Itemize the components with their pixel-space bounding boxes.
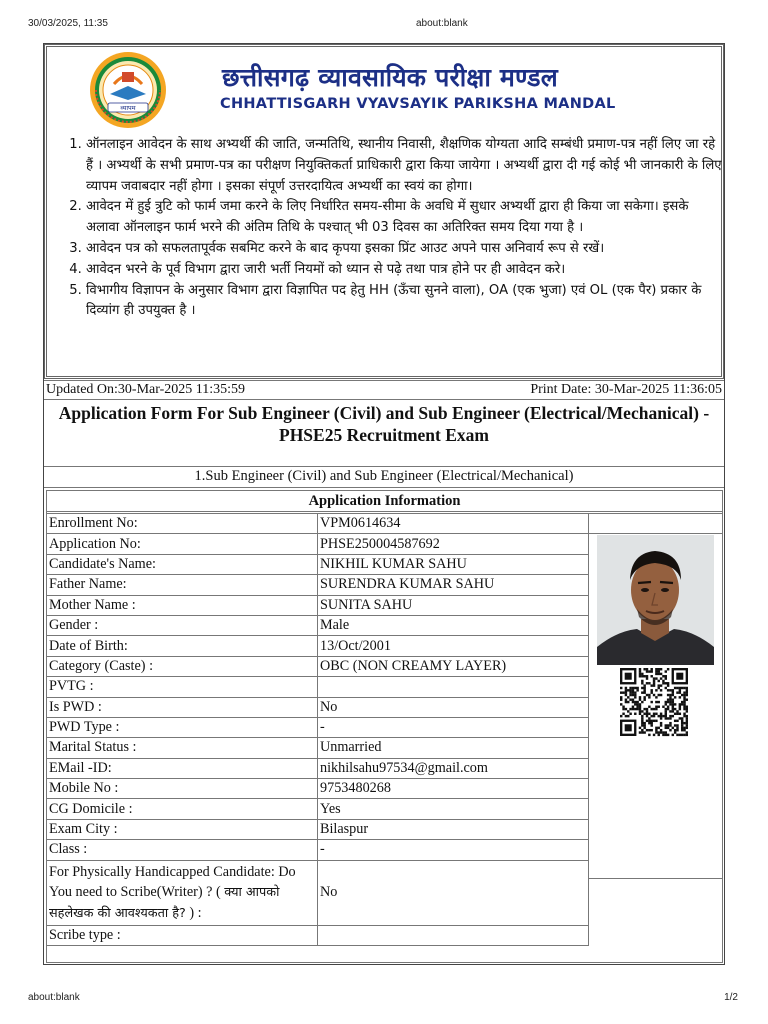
field-value: Unmarried bbox=[318, 738, 589, 758]
field-value: Bilaspur bbox=[318, 819, 589, 839]
field-value: OBC (NON CREAMY LAYER) bbox=[318, 656, 589, 676]
field-value: Male bbox=[318, 615, 589, 635]
table-row bbox=[47, 636, 589, 656]
table-row bbox=[47, 554, 589, 574]
page-number: 1/2 bbox=[724, 992, 738, 1003]
org-title-english: CHHATTISGARH VYAVSAYIK PARIKSHA MANDAL bbox=[220, 96, 616, 112]
instructions-list bbox=[54, 135, 722, 322]
org-title-hindi: छत्तीसगढ़ व्यावसायिक परीक्षा मण्डल bbox=[222, 63, 558, 92]
print-header bbox=[28, 18, 740, 34]
field-label: Mobile No : bbox=[47, 779, 318, 799]
field-value bbox=[318, 677, 589, 697]
divider bbox=[44, 487, 724, 488]
field-label: Date of Birth: bbox=[47, 636, 318, 656]
scribe-label-en: For Physically Handicapped Candidate: Do You need to Scribe(Writer) ? ( bbox=[49, 863, 296, 900]
field-label: Class : bbox=[47, 840, 318, 860]
table-row bbox=[47, 925, 589, 945]
field-value: PHSE250004587692 bbox=[318, 534, 589, 554]
table-row bbox=[47, 615, 589, 635]
photo-column-header bbox=[588, 513, 723, 534]
post-name: 1.Sub Engineer (Civil) and Sub Engineer (Electrical/Mechanical) bbox=[194, 468, 574, 484]
table-row bbox=[47, 717, 589, 737]
candidate-photo bbox=[597, 535, 714, 665]
application-info-table bbox=[46, 513, 589, 946]
table-row bbox=[47, 819, 589, 839]
field-value: No bbox=[318, 697, 589, 717]
field-label: CG Domicile : bbox=[47, 799, 318, 819]
field-value: nikhilsahu97534@gmail.com bbox=[318, 758, 589, 778]
scribe-label-end: ) : bbox=[189, 904, 202, 921]
table-row bbox=[47, 758, 589, 778]
qr-code bbox=[620, 668, 688, 738]
print-date: Print Date: 30-Mar-2025 11:36:05 bbox=[530, 382, 722, 397]
field-value: - bbox=[318, 717, 589, 737]
field-value: 9753480268 bbox=[318, 779, 589, 799]
field-value: SURENDRA KUMAR SAHU bbox=[318, 575, 589, 595]
instruction-item: 4. आवेदन भरने के पूर्व विभाग द्वारा जारी भर्ती नियमों को ध्यान से पढ़े तथा पात्र होने पर ही आवेदन करे। bbox=[86, 260, 722, 281]
instruction-item: 1. ऑनलाइन आवेदन के साथ अभ्यर्थी की जाति, जन्मतिथि, स्थानीय निवासी, शैक्षणिक योग्यता आदि सम्बंधी प्रमाण-पत्र नहीं लिए जा रहे हैं । अभ्यर्थी के सभी प्रमाण-पत्र का परीक्षण नियुक्तिकर्ता प्राधिकारी द्वारा किया जायेगा । अभ्यर्थी द्वारा दी गई कोई भी जानकारी के लिए व्यापम जवाबदार नहीं होगा । इसका संपूर्ण उत्तरदायित्व अभ्यर्थी का स्वयं का होगा। bbox=[86, 135, 722, 197]
print-url: about:blank bbox=[416, 18, 468, 29]
field-value: Yes bbox=[318, 799, 589, 819]
field-label: Category (Caste) : bbox=[47, 656, 318, 676]
scribe-label-hindi: क्या आपको सहलेखक की आवश्यकता है? bbox=[49, 884, 280, 921]
field-value: NIKHIL KUMAR SAHU bbox=[318, 554, 589, 574]
field-label: Marital Status : bbox=[47, 738, 318, 758]
table-row bbox=[47, 860, 589, 925]
field-label: Enrollment No: bbox=[47, 514, 318, 534]
field-label: PVTG : bbox=[47, 677, 318, 697]
field-label: EMail -ID: bbox=[47, 758, 318, 778]
form-title: Application Form For Sub Engineer (Civil) and Sub Engineer (Electrical/Mechanical) - PHSE25 Recruitment Exam bbox=[58, 403, 710, 445]
field-label: Father Name: bbox=[47, 575, 318, 595]
print-footer-url: about:blank bbox=[28, 992, 80, 1003]
table-row bbox=[47, 840, 589, 860]
vyapam-logo bbox=[88, 50, 168, 130]
field-value: VPM0614634 bbox=[318, 514, 589, 534]
table-row bbox=[47, 595, 589, 615]
print-footer bbox=[28, 992, 740, 1008]
field-value: 13/Oct/2001 bbox=[318, 636, 589, 656]
table-row bbox=[47, 534, 589, 554]
table-row bbox=[47, 799, 589, 819]
field-label: Candidate's Name: bbox=[47, 554, 318, 574]
updated-on: Updated On:30-Mar-2025 11:35:59 bbox=[46, 382, 246, 397]
divider bbox=[44, 466, 724, 467]
field-label: Mother Name : bbox=[47, 595, 318, 615]
field-label: Application No: bbox=[47, 534, 318, 554]
logo-text: व्यापम bbox=[120, 104, 136, 112]
field-label: Is PWD : bbox=[47, 697, 318, 717]
field-value bbox=[318, 925, 589, 945]
table-row bbox=[47, 697, 589, 717]
field-label: Gender : bbox=[47, 615, 318, 635]
field-label: Exam City : bbox=[47, 819, 318, 839]
table-row bbox=[47, 779, 589, 799]
instruction-item: 2. आवेदन में हुई त्रुटि को फार्म जमा करने के लिए निर्धारित समय-सीमा के अवधि में सुधार अभ्यर्थी द्वारा ही किया जा सकेगा। इसके अलावा ऑनलाइन फार्म भरने की अंतिम तिथि के पश्चात् भी 03 दिवस का अतिरिक्त समय दिया गया है । bbox=[86, 197, 722, 239]
section-title: Application Information bbox=[46, 490, 723, 512]
table-row bbox=[47, 677, 589, 697]
field-label: Scribe type : bbox=[47, 925, 318, 945]
table-row bbox=[47, 575, 589, 595]
scribe-label bbox=[47, 860, 318, 925]
table-row bbox=[47, 656, 589, 676]
field-value: - bbox=[318, 840, 589, 860]
scribe-value: No bbox=[318, 860, 589, 925]
table-row bbox=[47, 514, 589, 534]
table-row bbox=[47, 738, 589, 758]
print-datetime: 30/03/2025, 11:35 bbox=[28, 18, 108, 29]
instruction-item: 5. विभागीय विज्ञापन के अनुसार विभाग द्वारा विज्ञापित पद हेतु HH (ऊँचा सुनने वाला), OA (एक भुजा) एवं OL (एक पैर) प्रकार के दिव्यांग ही उपयुक्त है । bbox=[86, 281, 722, 323]
instruction-item: 3. आवेदन पत्र को सफलतापूर्वक सबमिट करने के बाद कृपया इसका प्रिंट आउट अपने पास अनिवार्य रूप से रखें। bbox=[86, 239, 722, 260]
field-label: PWD Type : bbox=[47, 717, 318, 737]
field-value: SUNITA SAHU bbox=[318, 595, 589, 615]
meta-row bbox=[44, 380, 724, 400]
